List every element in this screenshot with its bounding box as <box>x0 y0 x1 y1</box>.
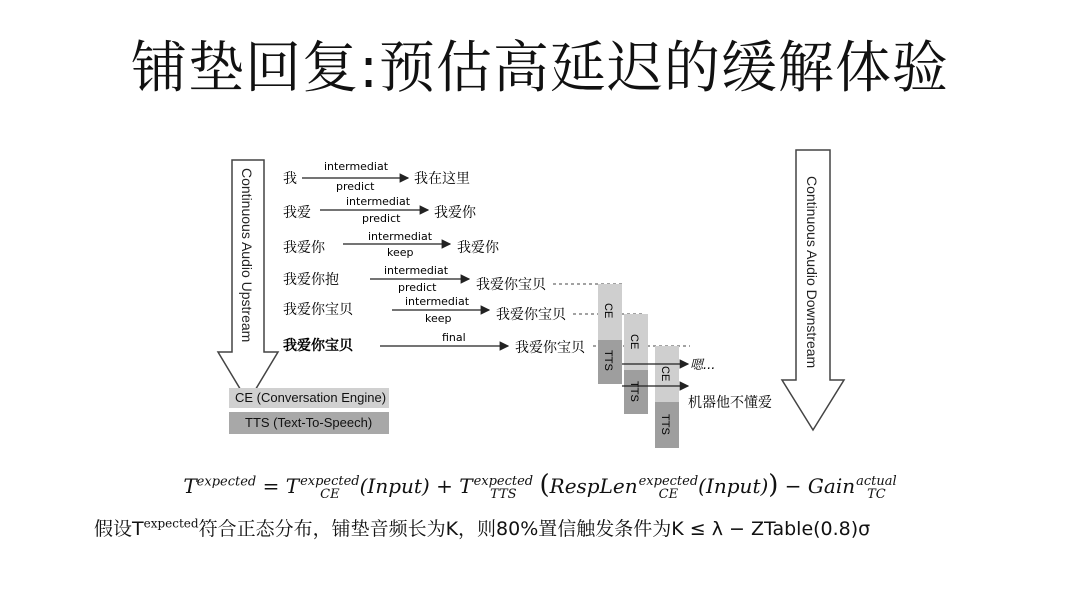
formula-sub: CE <box>658 486 679 502</box>
row-input: 我爱你宝贝 <box>283 302 353 318</box>
row-output: 我在这里 <box>414 171 470 187</box>
page-title: 铺垫回复:预估高延迟的缓解体验 <box>131 36 949 101</box>
formula-t: T <box>183 474 197 498</box>
latency-formula <box>0 470 1080 501</box>
formula-subsup <box>474 475 534 501</box>
row-output: 我爱你 <box>434 205 476 221</box>
row-input: 我 <box>283 171 297 187</box>
formula-eq: = <box>256 474 286 498</box>
formula-sub: TTS <box>490 486 517 502</box>
assumption-body: 符合正态分布，铺垫音频长为K，则80%置信触发条件为K ≤ λ − ZTable(0.8)σ <box>198 518 871 540</box>
ce-label: CE <box>628 334 640 350</box>
row-label-bottom: predict <box>362 212 401 225</box>
row-input: 我爱你 <box>283 240 325 256</box>
row-label-top: intermediat <box>384 264 449 277</box>
row-input: 我爱 <box>283 205 311 221</box>
formula-input: (Input) <box>359 474 430 498</box>
row-label-top: intermediat <box>324 160 389 173</box>
formula-sup: actual <box>856 473 897 489</box>
legend-tts: TTS (Text-To-Speech) <box>229 412 389 434</box>
formula-sup: expected <box>638 473 699 489</box>
formula-subsup <box>300 475 360 501</box>
row-label-top: intermediat <box>346 195 411 208</box>
formula-sup: expected <box>473 473 534 489</box>
upstream-label: Continuous Audio Upstream <box>239 168 255 343</box>
formula-sub: TC <box>867 486 886 502</box>
formula-sup: expected <box>196 474 257 490</box>
formula-minus: − <box>778 474 808 498</box>
formula-sup: expected <box>300 473 360 489</box>
row-output: 我爱你宝贝 <box>496 307 566 323</box>
row-output: 我爱你宝贝 <box>515 340 585 356</box>
ce-label: CE <box>659 366 671 382</box>
formula-subsup <box>856 475 897 501</box>
row-label-bottom: keep <box>425 312 452 325</box>
assumption-text <box>94 514 994 541</box>
row-input: 我爱你宝贝 <box>283 338 353 354</box>
row-label-top: final <box>442 331 466 344</box>
row-label-top: intermediat <box>368 230 433 243</box>
row-label-top: intermediat <box>405 295 470 308</box>
formula-subsup <box>639 475 699 501</box>
legend-ce: CE (Conversation Engine) <box>229 388 389 408</box>
formula-paren: ( <box>539 470 550 500</box>
assumption-prefix: 假设T <box>94 518 144 540</box>
formula-sub: CE <box>320 486 340 502</box>
formula-plus: + <box>429 474 460 498</box>
tts-label: TTS <box>628 381 640 402</box>
row-label-bottom: predict <box>398 281 437 294</box>
row-input: 我爱你抱 <box>283 272 339 288</box>
formula-resplen: RespLen <box>549 474 638 498</box>
ce-label: CE <box>602 303 614 319</box>
assumption-sup: expected <box>143 516 199 531</box>
formula-input: (Input) <box>698 474 769 498</box>
row-label-bottom: keep <box>387 246 414 259</box>
downstream-label: Continuous Audio Downstream <box>804 176 820 369</box>
tts-label: TTS <box>602 350 614 371</box>
response-text: 机器他不懂爱 <box>688 395 772 411</box>
formula-t: T <box>285 474 300 498</box>
row-output: 我爱你宝贝 <box>476 277 546 293</box>
row-label-bottom: predict <box>336 180 375 193</box>
filler-text: 嗯... <box>690 358 716 373</box>
formula-t: T <box>459 474 473 498</box>
formula-gain: Gain <box>807 474 856 498</box>
formula-paren: ) <box>768 470 779 500</box>
tts-label: TTS <box>659 414 671 435</box>
row-output: 我爱你 <box>457 240 499 256</box>
